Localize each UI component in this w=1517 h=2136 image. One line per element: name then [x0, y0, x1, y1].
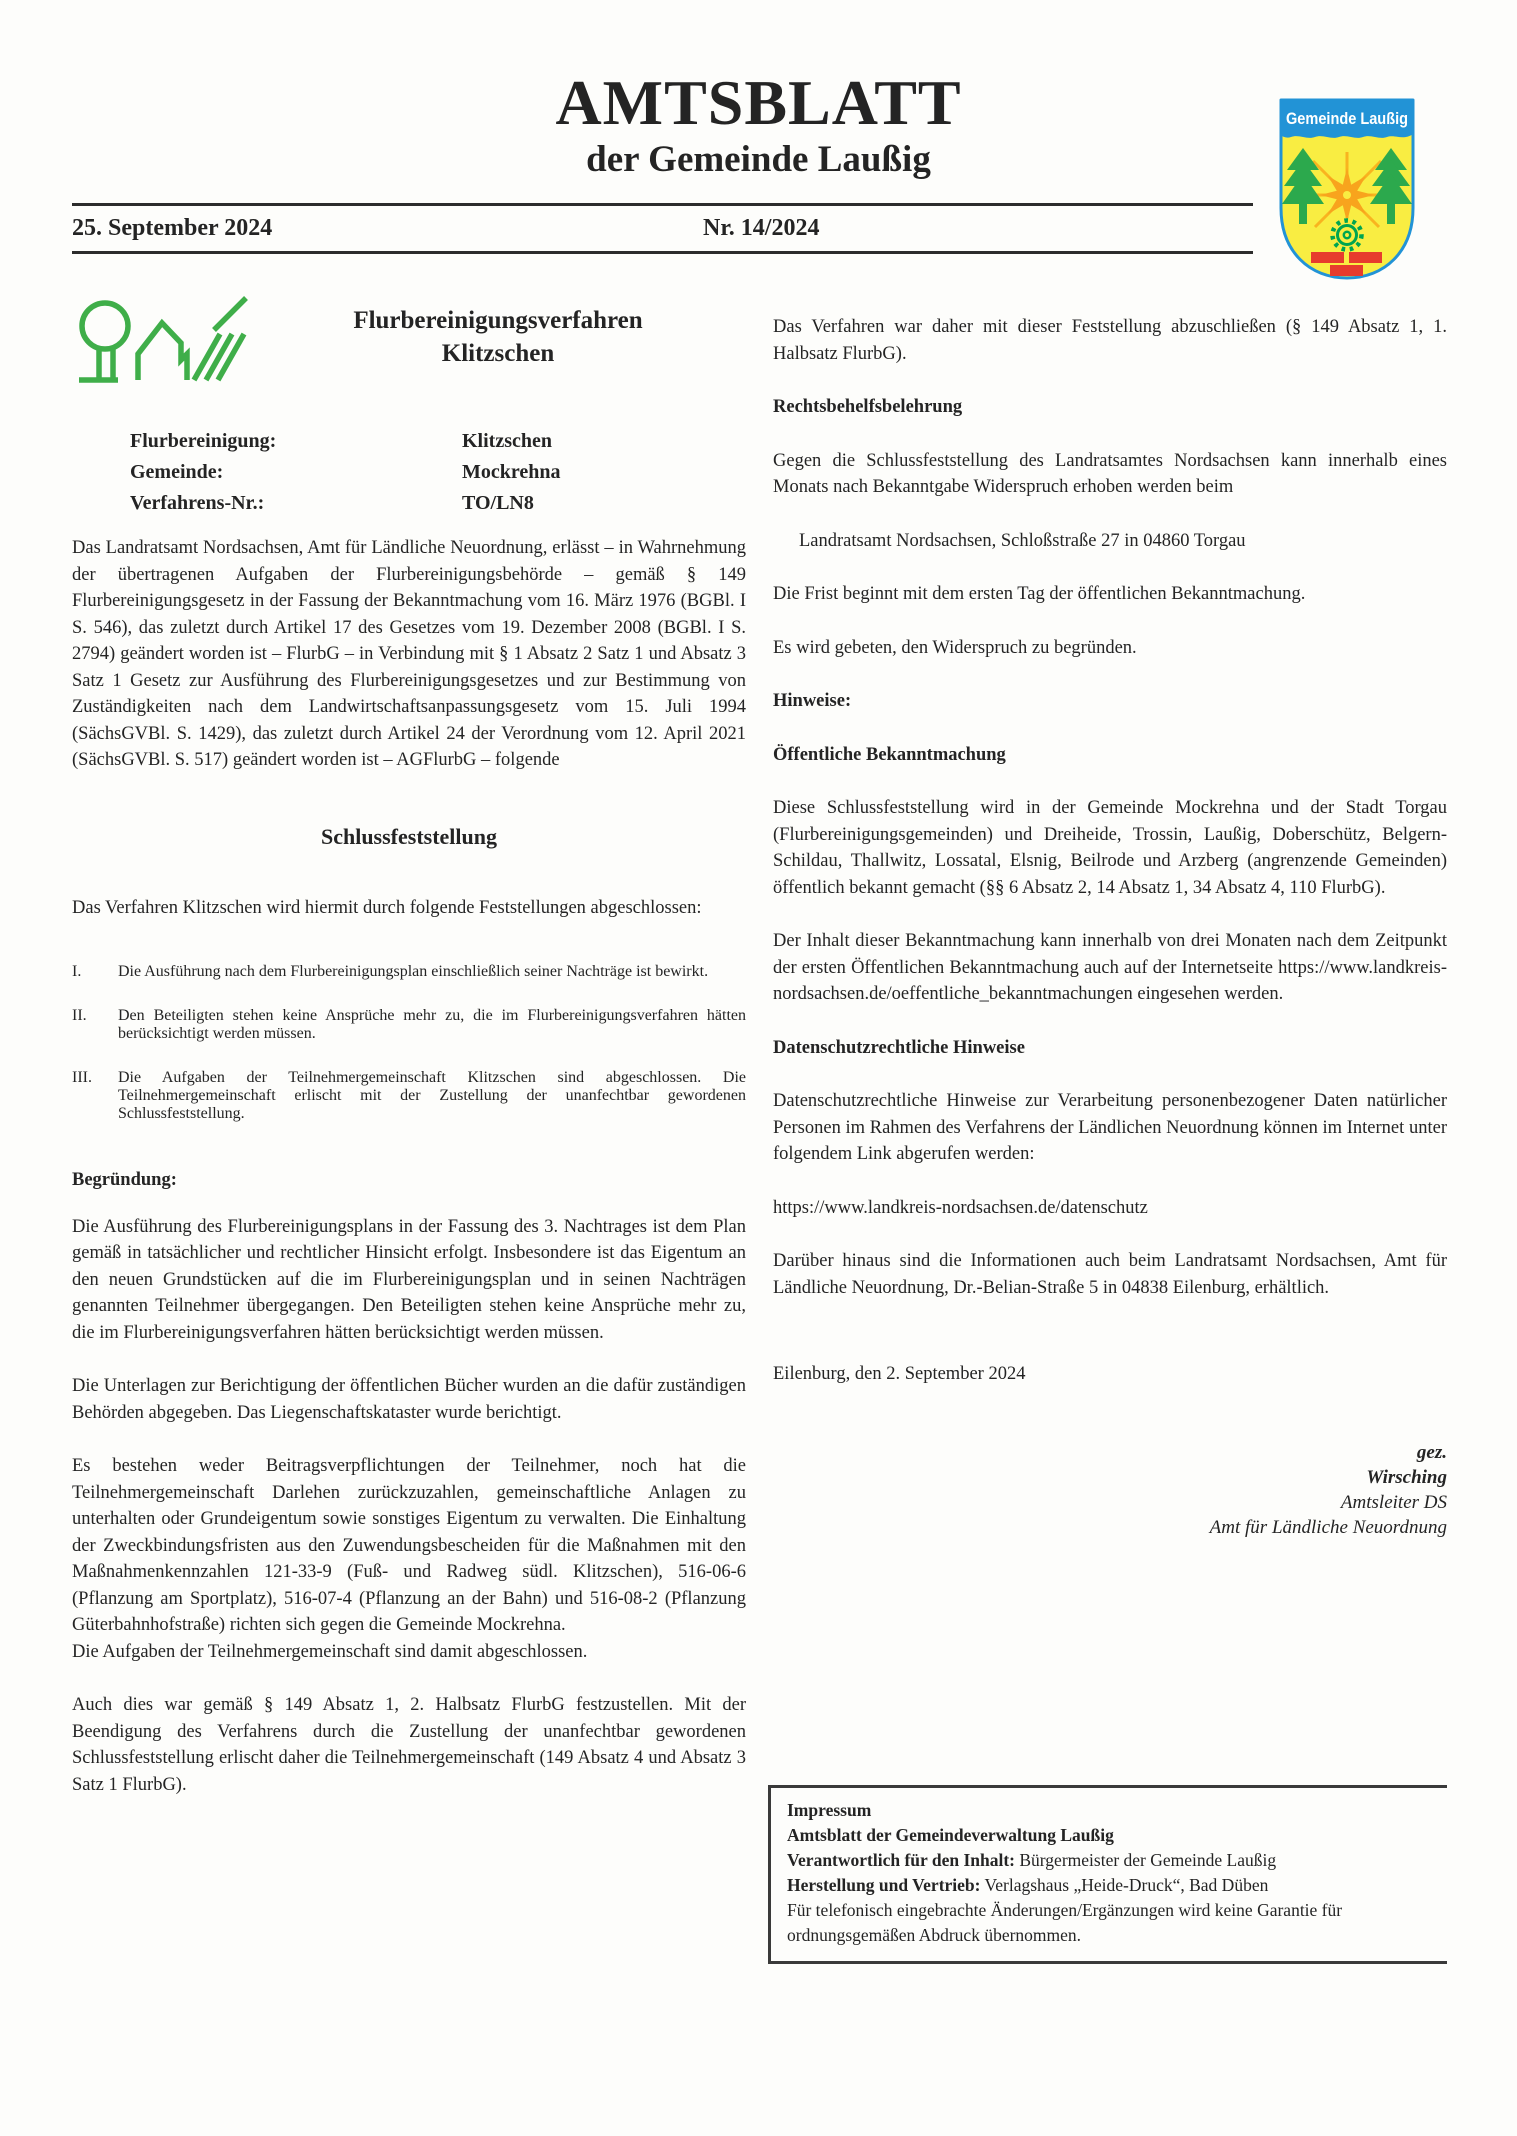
impressum-line-1: Amtsblatt der Gemeindeverwaltung Laußig — [787, 1825, 1114, 1846]
appeal-paragraph: Gegen die Schlussfeststellung des Landratsamtes Nordsachsen kann innerhalb eines Monats nach Bekanntgabe Widerspruch erhoben werden beim — [773, 450, 1447, 498]
privacy-paragraph: Datenschutzrechtliche Hinweise zur Verarbeitung personenbezogener Daten natürlicher Personen im Rahmen des Verfahrens der Ländlichen Neuordnung können im Internet unter folgendem Link abgerufen werden: — [773, 1091, 1447, 1165]
meta-row-gemeinde — [130, 457, 746, 488]
article-title-line1: Flurbereinigungsverfahren — [353, 307, 643, 335]
finding-text: Den Beteiligten stehen keine Ansprüche mehr zu, die im Flurbereinigungsverfahren hätten berücksichtigt werden müssen. — [118, 1007, 746, 1043]
impressum-line-4: Für telefonisch eingebrachte Änderungen/Ergänzungen wird keine Garantie für ordnungsgemäßen Abdruck übernommen. — [787, 1900, 1343, 1946]
decision-intro-paragraph: Das Verfahren Klitzschen wird hiermit durch folgende Feststellungen abgeschlossen: — [72, 897, 702, 918]
signature-role-1: Amtsleiter DS — [1340, 1491, 1447, 1513]
reasons-paragraph-4: Die Aufgaben der Teilnehmergemeinschaft sind damit abgeschlossen. — [72, 1641, 588, 1662]
impressum-line-2 — [787, 1848, 1436, 1873]
issue-date: 25. September 2024 — [72, 215, 273, 242]
meta-label: Verfahrens-Nr.: — [130, 492, 265, 515]
gemeinde-laussig-crest-icon — [1271, 92, 1423, 284]
finding-numeral: I. — [72, 963, 82, 981]
finding-text: Die Ausführung nach dem Flurbereinigungsplan einschließlich seiner Nachträge ist bewirkt. — [118, 963, 709, 981]
heading-hinweise: Hinweise: — [773, 691, 852, 712]
impressum-title: Impressum — [787, 1800, 872, 1821]
meta-value: TO/LN8 — [462, 492, 534, 515]
heading-schlussfeststellung: Schlussfeststellung — [320, 823, 498, 849]
publication-paragraph: Diese Schlussfeststellung wird in der Gemeinde Mockrehna und der Stadt Torgau (Flurbereinigungsgemeinden) und Dreiheide, Trossin, Laußig, Doberschütz, Belgern-Schildau, Thallwitz, Lossatal, Elsnig, Beilrode und Arzberg (angrenzende Gemeinden) öffentlich bekannt gemacht (§§ 6 Absatz 2, 14 Absatz 1, 34 Absatz 4, 110 FlurbG). — [773, 798, 1447, 898]
finding-text: Die Aufgaben der Teilnehmergemeinschaft Klitzschen sind abgeschlossen. Die Teilnehmergemeinschaft erlischt mit der Zustellung der unanfechtbar gewordenen Schlussfeststellung. — [118, 1069, 746, 1123]
privacy-link-line: https://www.landkreis-nordsachsen.de/datenschutz — [773, 1197, 1148, 1218]
reasons-paragraph-1: Die Ausführung des Flurbereinigungsplans in der Fassung des 3. Nachtrages ist dem Plan gemäß in tatsächlicher und rechtlicher Hinsicht erfolgt. Insbesondere ist das Eigentum an den neuen Grundstücken auf die im Flurbereinigungsplan und in seinen Nachträgen genannten Teilnehmer übergegangen. Den Beteiligten stehen keine Ansprüche mehr zu, die im Flurbereinigungsverfahren hätten berücksichtigt werden müssen. — [72, 1216, 746, 1343]
impressum-label: Verantwortlich für den Inhalt: — [787, 1850, 1015, 1871]
procedure-meta-table — [72, 426, 746, 519]
heading-rechtsbehelfsbelehrung: Rechtsbehelfsbelehrung — [773, 397, 963, 418]
two-column-body — [72, 296, 1447, 2059]
article-title — [250, 296, 746, 392]
signature-block — [773, 1440, 1447, 1540]
reasons-paragraph-3: Es bestehen weder Beitragsverpflichtungen der Teilnehmer, noch hat die Teilnehmergemeinschaft Darlehen zurückzuzahlen, gemeinschaftliche Anlagen zu unterhalten oder Grundeigentum sowie sonstiges Eigentum zu verwalten. Die Einhaltung der Zweckbindungsfristen aus den Zuwendungsbescheiden für die Maßnahmen mit den Maßnahmenkennzahlen 121-33-9 (Fuß- und Radweg südl. Klitzschen), 516-06-6 (Pflanzung am Sportplatz), 516-07-4 (Pflanzung an der Bahn) und 516-08-2 (Pflanzung Güterbahnhofstraße) richten sich gegen die Gemeinde Mockrehna. — [72, 1456, 746, 1636]
heading-begruendung: Begründung: — [72, 1170, 177, 1191]
page-subtitle: der Gemeinde Laußig — [586, 139, 931, 181]
finding-item-3 — [72, 1069, 746, 1123]
intro-paragraph: Das Landratsamt Nordsachsen, Amt für Ländliche Neuordnung, erlässt – in Wahrnehmung der übertragenen Aufgaben der Flurbereinigungsbehörde – gemäß § 149 Flurbereinigungsgesetz in der Fassung der Bekanntmachung vom 16. März 1976 (BGBl. I S. 546), das zuletzt durch Artikel 17 des Gesetzes vom 19. Dezember 2008 (BGBl. I S. 2794) geändert worden ist – FlurbG – in Verbindung mit § 1 Absatz 2 Satz 1 und Absatz 3 Satz 1 Gesetz zur Ausführung des Flurbereinigungsgesetzes und zur Bestimmung von Zuständigkeiten nach dem Landwirtschaftsanpassungsgesetz vom 15. Juli 1994 (SächsGVBl. S. 1429), das zuletzt durch Artikel 24 der Verordnung vom 12. April 2021 (SächsGVBl. S. 517) geändert worden ist – AGFlurbG – folgende — [72, 538, 746, 771]
impressum-value: Bürgermeister der Gemeinde Laußig — [1019, 1850, 1277, 1871]
finding-item-2 — [72, 1007, 746, 1043]
publication-online-paragraph: Der Inhalt dieser Bekanntmachung kann innerhalb von drei Monaten nach dem Zeitpunkt der ersten Öffentlichen Bekanntmachung auch auf der Internetseite https://www.landkreis-nordsachsen.de/oeffentliche_bekanntmachungen eingesehen werden. — [773, 931, 1447, 1005]
masthead — [72, 67, 1445, 254]
meta-value: Mockrehna — [462, 461, 561, 484]
appeal-note-paragraph: Es wird gebeten, den Widerspruch zu begründen. — [773, 637, 1137, 658]
dateline — [72, 203, 1253, 254]
finding-numeral: II. — [72, 1007, 87, 1025]
signature-name: Wirsching — [1366, 1466, 1447, 1488]
meta-label: Gemeinde: — [130, 461, 224, 484]
heading-oeffentliche-bekanntmachung: Öffentliche Bekanntmachung — [773, 744, 1006, 765]
meta-value: Klitzschen — [462, 430, 552, 453]
privacy-more-paragraph: Darüber hinaus sind die Informationen auch beim Landratsamt Nordsachsen, Amt für Ländliche Neuordnung, Dr.-Belian-Straße 5 in 04838 Eilenburg, erhältlich. — [773, 1251, 1447, 1298]
meta-row-flurbereinigung — [130, 426, 746, 457]
article-header — [72, 296, 746, 392]
tree-house-field-icon — [72, 296, 250, 392]
signature-gez: gez. — [1416, 1441, 1447, 1463]
heading-datenschutz: Datenschutzrechtliche Hinweise — [773, 1037, 1025, 1058]
meta-label: Flurbereinigung: — [130, 430, 277, 453]
appeal-address-line: Landratsamt Nordsachsen, Schloßstraße 27 in 04860 Torgau — [799, 530, 1246, 551]
impressum-line-3 — [787, 1873, 1436, 1898]
place-date-line: Eilenburg, den 2. September 2024 — [773, 1364, 1026, 1385]
appeal-deadline-paragraph: Die Frist beginnt mit dem ersten Tag der öffentlichen Bekanntmachung. — [773, 584, 1306, 605]
impressum-box — [768, 1785, 1447, 1964]
right-column — [773, 296, 1447, 2059]
page-title: AMTSBLATT — [555, 67, 962, 138]
meta-row-verfahrens-nr — [130, 488, 746, 519]
finding-item-1 — [72, 963, 746, 981]
article-title-line2: Klitzschen — [441, 340, 555, 368]
reasons-paragraph-5: Auch dies war gemäß § 149 Absatz 1, 2. Halbsatz FlurbG festzustellen. Mit der Beendigung des Verfahrens durch die Zustellung der unanfechtbar gewordenen Schlussfeststellung erlischt daher die Teilnehmergemeinschaft (149 Absatz 4 und Absatz 3 Satz 1 FlurbG). — [72, 1695, 746, 1795]
closing-paragraph: Das Verfahren war daher mit dieser Feststellung abzuschließen (§ 149 Absatz 1, 1. Halbsatz FlurbG). — [773, 317, 1447, 364]
reasons-paragraph-2: Die Unterlagen zur Berichtigung der öffentlichen Bücher wurden an die dafür zuständigen Behörden abgegeben. Das Liegenschaftskataster wurde berichtigt. — [72, 1376, 746, 1423]
issue-number: Nr. 14/2024 — [703, 215, 820, 242]
finding-numeral: III. — [72, 1069, 92, 1087]
findings-list — [72, 963, 746, 1123]
impressum-value: Verlagshaus „Heide-Druck“, Bad Düben — [984, 1875, 1269, 1896]
impressum-label: Herstellung und Vertrieb: — [787, 1875, 981, 1896]
signature-role-2: Amt für Ländliche Neuordnung — [1209, 1516, 1447, 1538]
left-column — [72, 296, 746, 2059]
crest-banner-text: Gemeinde Laußig — [1286, 109, 1408, 128]
